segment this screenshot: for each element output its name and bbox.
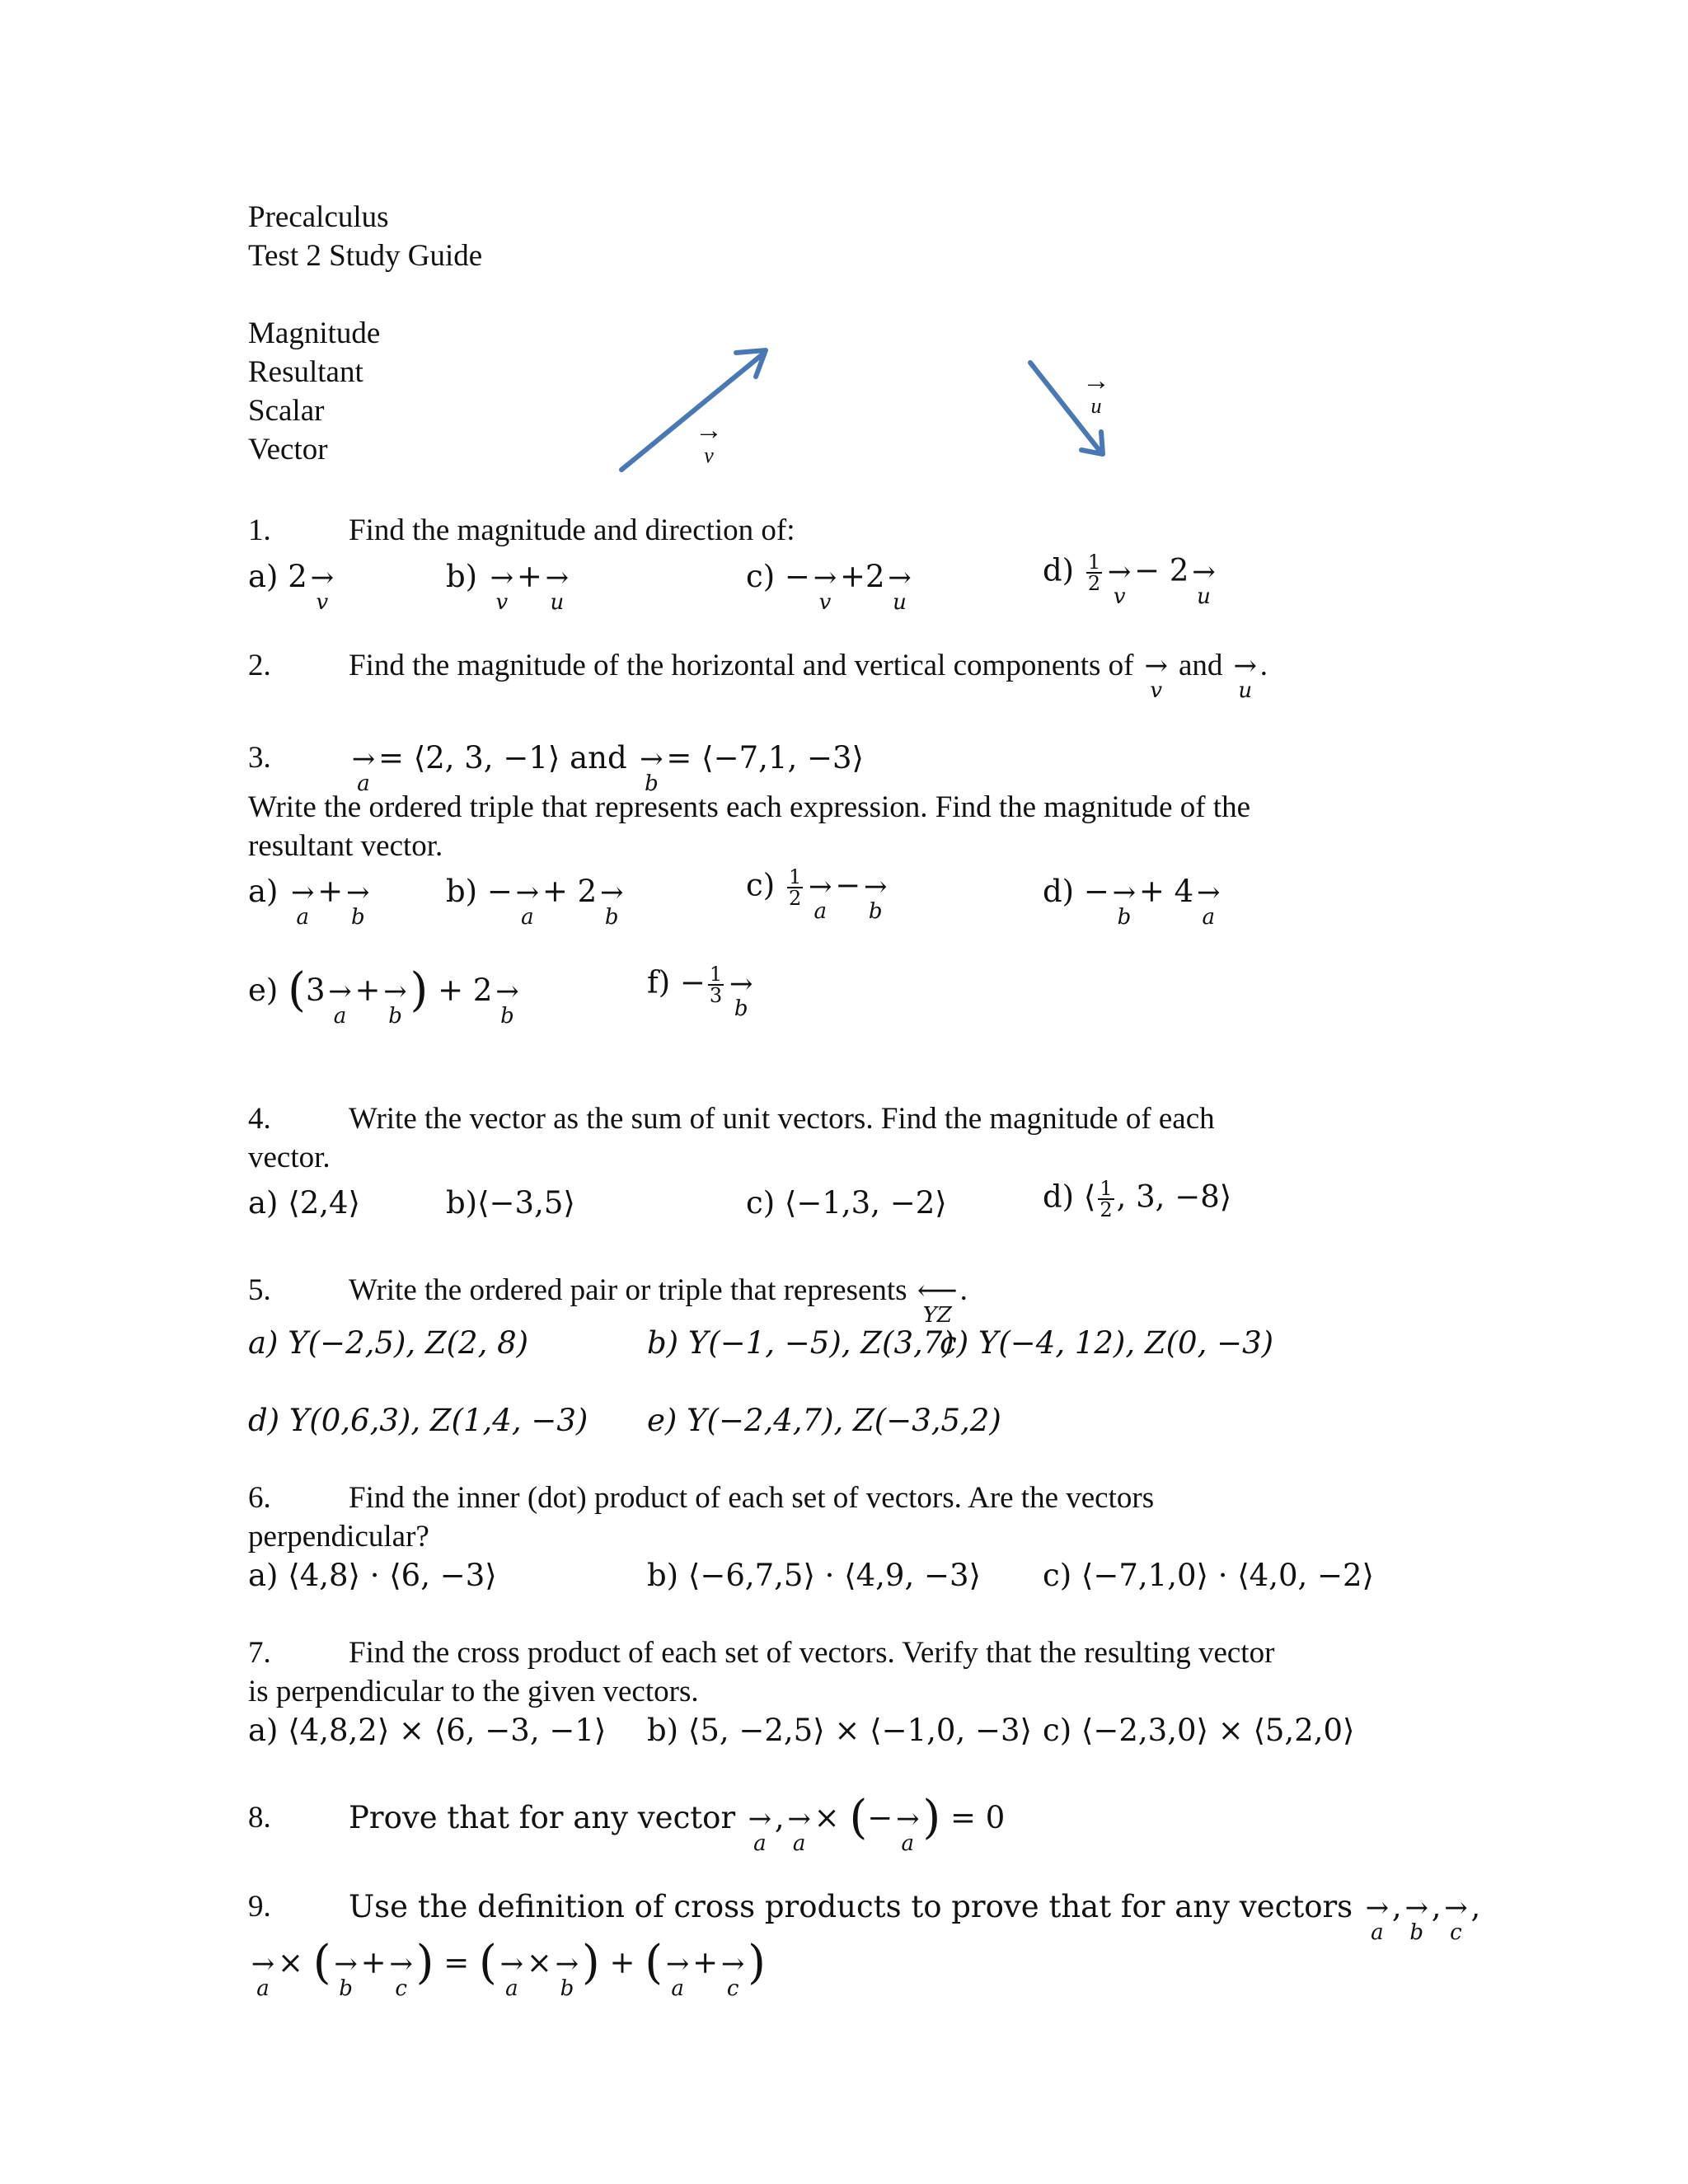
- q2-text: Find the magnitude of the horizontal and vertical components of → v and → u .: [349, 649, 1268, 703]
- q4-text-line1: Write the vector as the sum of unit vectors. Find the magnitude of each: [349, 1102, 1215, 1136]
- q6-text-line1: Find the inner (dot) product of each set of vectors. Are the vectors: [349, 1481, 1155, 1515]
- q3-text-line2: resultant vector.: [248, 829, 443, 863]
- vocab-item: Vector: [248, 433, 328, 466]
- q3-definitions: → a = ⟨2, 3, −1⟩ and → b = ⟨−7,1, −3⟩: [351, 740, 864, 796]
- q4-part-d: d) ⟨ $\frac{1}{2}$ , 3, −8⟩: [1043, 1177, 1232, 1221]
- q6-part-b: b) ⟨−6,7,5⟩ · ⟨4,9, −3⟩: [647, 1558, 981, 1593]
- q2-number: 2.: [248, 649, 271, 682]
- q8-number: 8.: [248, 1801, 271, 1835]
- q4-text-line2: vector.: [248, 1141, 331, 1174]
- q6-text-line2: perpendicular?: [248, 1520, 429, 1554]
- q4-part-a: a) ⟨2,4⟩: [248, 1185, 360, 1221]
- q1-part-d: d) $\frac{1}{2}$ → v − 2 → u: [1043, 551, 1216, 609]
- q3-number: 3.: [248, 741, 271, 775]
- q1-text: Find the magnitude and direction of:: [349, 513, 795, 547]
- vocab-item: Resultant: [248, 355, 363, 389]
- q5-text: Write the ordered pair or triple that represents ⟵ YZ .: [349, 1273, 968, 1328]
- q5-part-e: e) Y(−2,4,7), Z(−3,5,2): [647, 1403, 1001, 1438]
- vocab-item: Scalar: [248, 394, 325, 428]
- vocab-item: Magnitude: [248, 316, 381, 350]
- q9-identity: → a × ( → b + → c ) = ( → a × → b ) + ( → a + → c ): [251, 1936, 767, 2001]
- q5-part-b: b) Y(−1, −5), Z(3,7): [647, 1325, 954, 1361]
- q4-number: 4.: [248, 1102, 271, 1136]
- vector-v-label: → v: [695, 415, 723, 467]
- q1-number: 1.: [248, 513, 271, 547]
- q3-part-c: c) $\frac{1}{2}$ → a − → b: [746, 865, 888, 924]
- q9-text: Use the definition of cross products to prove that for any vectors → a , → b , → c ,: [349, 1889, 1481, 1945]
- q5-part-c: c) Y(−4, 12), Z(0, −3): [940, 1325, 1274, 1361]
- q5-number: 5.: [248, 1273, 271, 1307]
- q4-part-c: c) ⟨−1,3, −2⟩: [746, 1185, 947, 1221]
- vector-figure: [0, 0, 1688, 536]
- vector-v-arrow: [621, 350, 766, 470]
- vector-u-label: → u: [1082, 366, 1110, 418]
- q1-part-b: b) → v + → u: [446, 559, 570, 615]
- q5-part-a: a) Y(−2,5), Z(2, 8): [248, 1325, 529, 1361]
- q3-part-f: f) − $\frac{1}{3}$ → b: [647, 963, 753, 1021]
- course-title: Precalculus: [248, 200, 389, 234]
- q7-number: 7.: [248, 1636, 271, 1670]
- q7-part-c: c) ⟨−2,3,0⟩ × ⟨5,2,0⟩: [1043, 1713, 1355, 1748]
- q3-part-a: a) → a + → b: [248, 874, 370, 930]
- q7-text-line1: Find the cross product of each set of vectors. Verify that the resulting vector: [349, 1636, 1275, 1670]
- q7-part-a: a) ⟨4,8,2⟩ × ⟨6, −3, −1⟩: [248, 1713, 607, 1748]
- q8-text: Prove that for any vector → a , → a × (− → a ) = 0: [349, 1791, 1006, 1856]
- q3-text-line1: Write the ordered triple that represents each expression. Find the magnitude of the: [248, 790, 1251, 824]
- q4-part-b: b)⟨−3,5⟩: [446, 1185, 575, 1221]
- q6-part-a: a) ⟨4,8⟩ · ⟨6, −3⟩: [248, 1558, 497, 1593]
- q7-part-b: b) ⟨5, −2,5⟩ × ⟨−1,0, −3⟩: [647, 1713, 1032, 1748]
- q1-part-a: a) 2 → v: [248, 559, 335, 615]
- page-title: Test 2 Study Guide: [248, 239, 483, 273]
- q9-number: 9.: [248, 1890, 271, 1924]
- q5-part-d: d) Y(0,6,3), Z(1,4, −3): [248, 1403, 588, 1438]
- q3-part-e: e) (3 → a + → b ) + 2 → b: [248, 963, 519, 1029]
- q3-part-b: b) − → a + 2 → b: [446, 874, 624, 930]
- q3-part-d: d) − → b + 4 → a: [1043, 874, 1221, 930]
- q6-part-c: c) ⟨−7,1,0⟩ · ⟨4,0, −2⟩: [1043, 1558, 1374, 1593]
- q1-part-c: c) − → v +2 → u: [746, 559, 912, 615]
- q7-text-line2: is perpendicular to the given vectors.: [248, 1675, 699, 1708]
- q6-number: 6.: [248, 1481, 271, 1515]
